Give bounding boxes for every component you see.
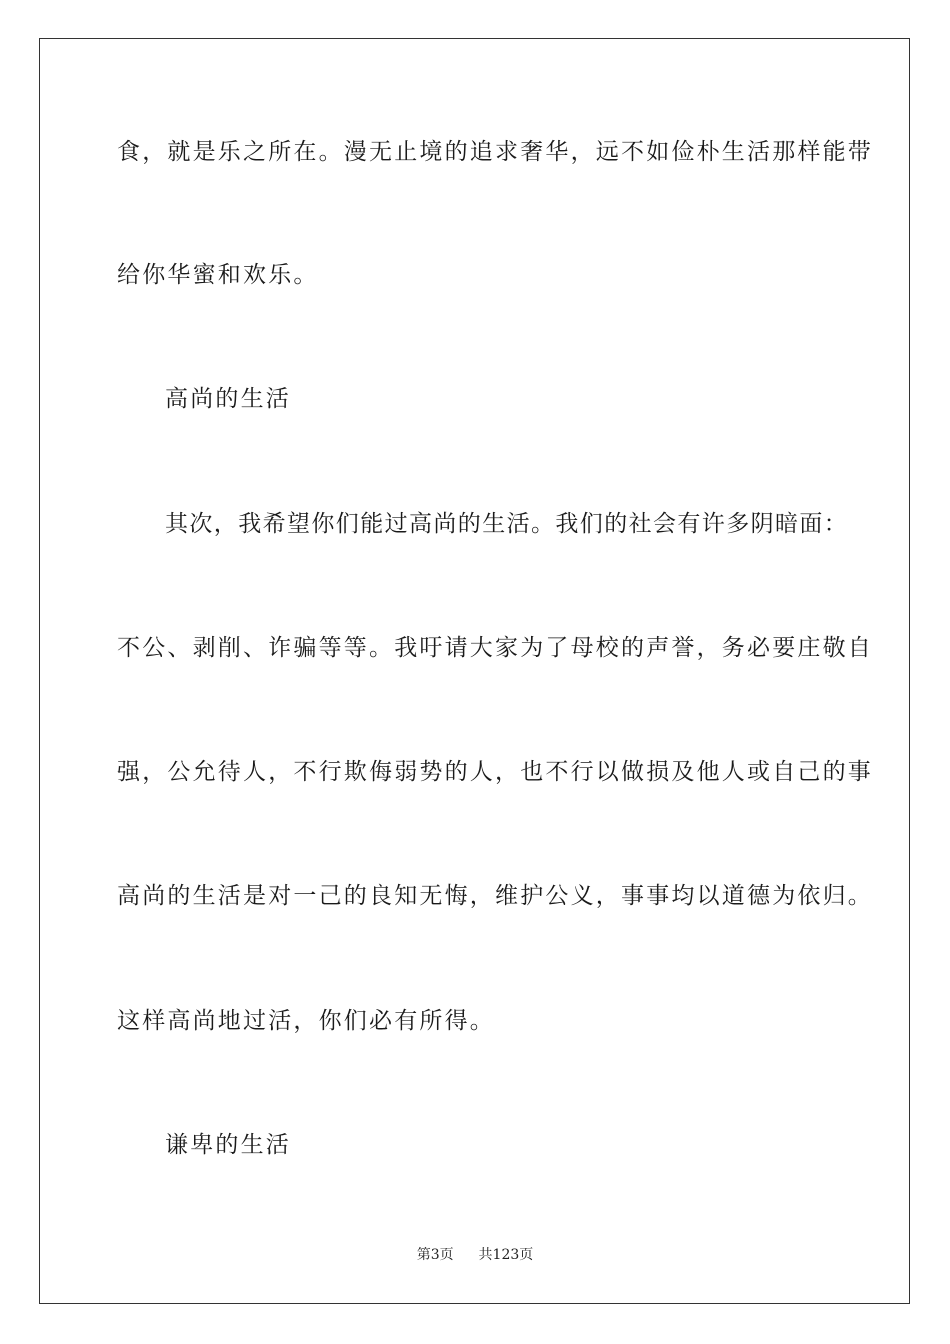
page-footer <box>0 1246 950 1264</box>
paragraph-line-6: 高尚的生活是对一己的良知无悔，维护公义，事事均以道德为依归。 <box>117 883 873 909</box>
section-heading-noble-life: 高尚的生活 <box>165 386 291 412</box>
paragraph-line-5: 强，公允待人，不行欺侮弱势的人，也不行以做损及他人或自己的事 <box>117 759 873 785</box>
paragraph-line-2: 给你华蜜和欢乐。 <box>117 262 319 288</box>
paragraph-line-3: 其次，我希望你们能过高尚的生活。我们的社会有许多阴暗面： <box>165 511 849 537</box>
paragraph-line-1: 食，就是乐之所在。漫无止境的追求奢华，远不如俭朴生活那样能带 <box>117 139 873 165</box>
total-page-count: 共123页 <box>478 1247 534 1263</box>
current-page-number: 第3页 <box>416 1247 454 1263</box>
page-border <box>39 38 910 1304</box>
section-heading-humble-life: 谦卑的生活 <box>165 1132 291 1158</box>
paragraph-line-4: 不公、剥削、诈骗等等。我吁请大家为了母校的声誉，务必要庄敬自 <box>117 635 873 661</box>
paragraph-line-7: 这样高尚地过活，你们必有所得。 <box>117 1008 495 1034</box>
